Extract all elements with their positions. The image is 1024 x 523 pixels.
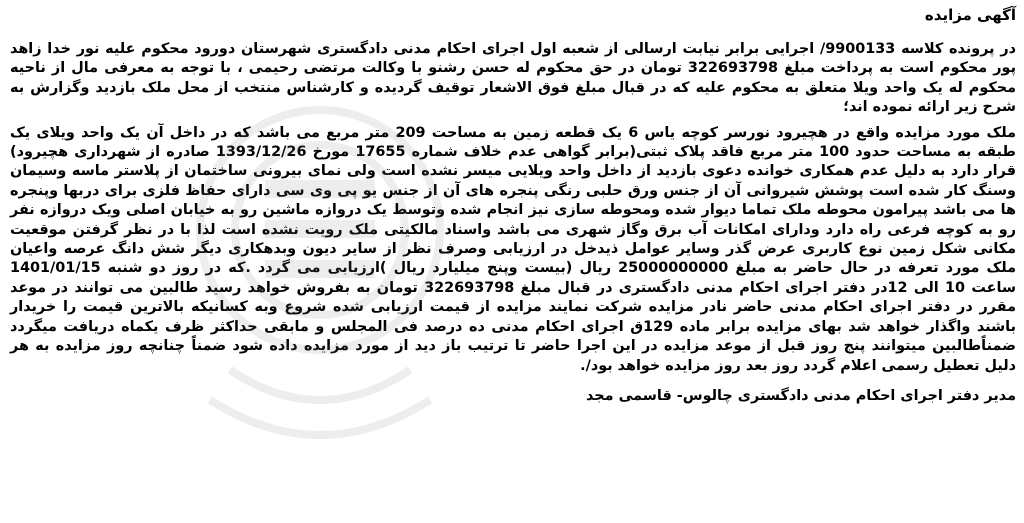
notice-signature: مدیر دفتر اجرای احکام مدنی دادگستری چالوس- قاسمی مجد xyxy=(585,387,1016,404)
notice-title: آگهی مزایده xyxy=(924,6,1016,24)
notice-paragraph-case: در پرونده کلاسه 9900133/ اجرایی برابر نیابت ارسالی از شعبه اول اجرای احکام مدنی دادگستری شهرستان دورود محکوم علیه نور خدا زاهد پور محکوم است به پرداخت مبلغ 322693798 تومان در حق محکوم له حسن رشنو با وکالت مرتضی رحیمی ، با توجه به معرفی مال از ناحیه محکوم له یک واحد ویلا متعلق به محکوم علیه که در قبال مبلغ فوق الاشعار توقیف گردیده و کارشناس منتخب از محل ملک بازدید وگزارش به شرح زیر ارائه نموده اند؛ xyxy=(10,41,1017,116)
notice-paragraph-property: ملک مورد مزایده واقع در هچیرود نورسر کوچه یاس 6 یک قطعه زمین به مساحت 209 متر مربع می باشد که در داخل آن یک واحد ویلای یک طبقه به مساحت حدود 100 متر مربع فاقد پلاک ثبتی(برابر گواهی عدم خلاف شماره 17655 مورخ 1393/12/26 صادره از شهرداری هچیرود) قرار دارد به دلیل عدم همکاری خوانده دعوی بازدید از داخل واحد ویلایی میسر نشده است ولی نمای بیرونی ساختمان از پلاستر ماسه وسیمان وسنگ کار شده است پوشش شیروانی آن از جنس ورق حلبی رنگی پنجره های آن از جنس یو پی وی سی دارای حفاظ فلزی برای دربها وپنجره ها می باشد پیرامون محوطه ملک تماما دیوار شده ومحوطه سازی نیز انجام شده وتوسط یک دروازه ماشین رو به خیابان اصلی ویک دروازه نفر رو به کوچه فرعی راه دارد ودارای امکانات آب برق وگاز شهری می باشد واسناد مالکیتی ملک رویت نشده است لذا با در نظر گرفتن موقعیت مکانی شکل زمین نوع کاربری عرض گذر وسایر عوامل ذیدخل در ارزیابی وصرف نظر از سایر دیون وبدهکاری دیگر شش دانگ عرصه واعیان ملک مورد تعرفه در حال حاضر به مبلغ 25000000000 ریال (بیست وپنج میلیارد ریال )ارزیابی می گردد .که در روز دو شنبه 1401/01/15 ساعت 10 الی 12در دفتر اجرای احکام مدنی دادگستری در قبال مبلغ 322693798 تومان به بفروش خواهد رسید طالبین می توانند در موعد مقرر در دفتر اجرای احکام مدنی حاضر نادر مزایده شرکت نمایند مزایده از قیمت ارزیابی شده شروع وبه کسانیکه بالاترین قیمت را خریدار باشند واگذار خواهد شد بهای مزایده برابر ماده 129ق اجرای احکام مدنی ده درصد فی المجلس و مابقی حداکثر ظرف یکماه دریافت میگردد ضمناًطالبین میتوانند پنج روز قبل از موعد مزایده در این اجرا حاضر تا ترتیب باز دید از مورد مزایده داده شود ضمناً چنانچه روز مزایده به هر دلیل تعطیل رسمی اعلام گردد روز بعد روز مزایده خواهد بود/. xyxy=(10,124,1017,374)
